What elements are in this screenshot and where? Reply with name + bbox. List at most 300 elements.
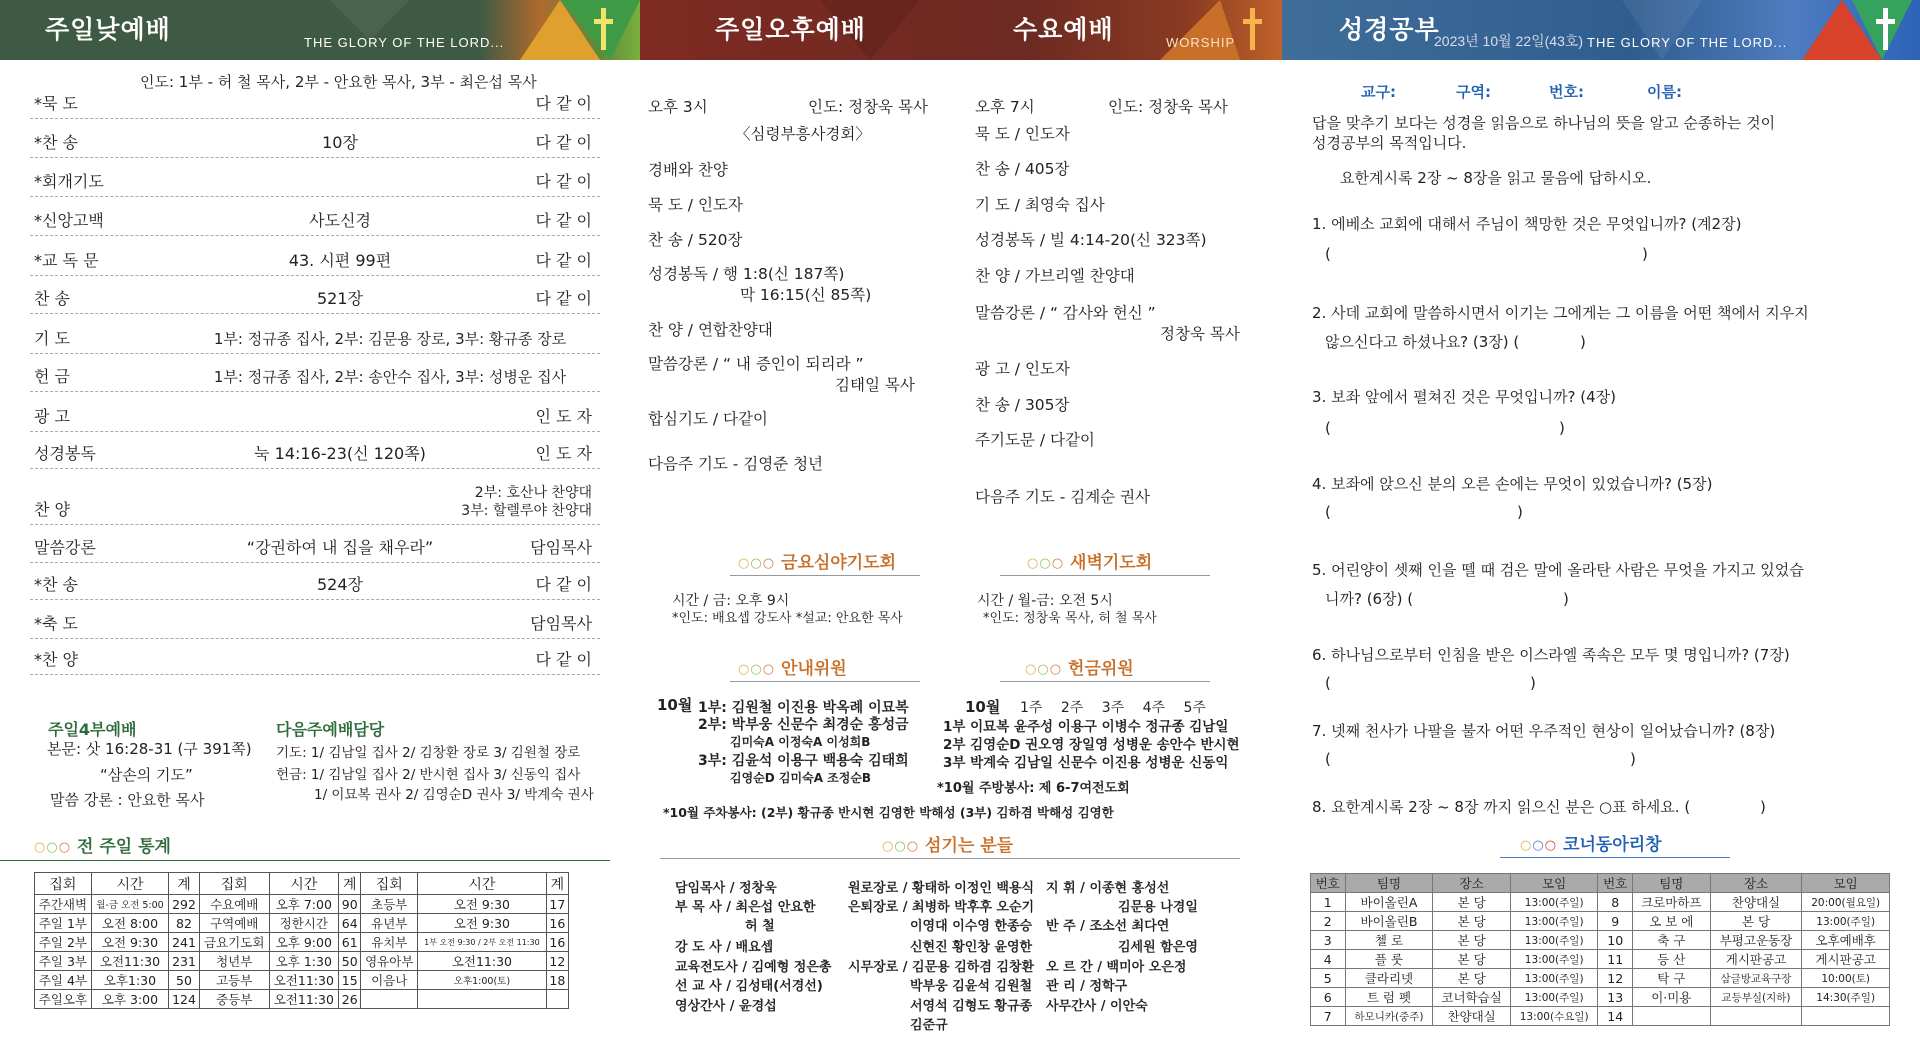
table-row (1311, 893, 1890, 912)
question-2: 2. 사데 교회에 말씀하시면서 이기는 그에게는 그 이름을 어떤 책에서 지우지 (1312, 304, 1809, 322)
order-leader: 다 같 이 (535, 251, 592, 270)
wednesday-item: 광 고 / 인도자 (975, 360, 1070, 378)
stats-cell: 이음나 (361, 971, 418, 990)
club-cell: 축 구 (1633, 931, 1711, 950)
answer-3-close[interactable]: ) (1559, 419, 1565, 437)
club-cell (1633, 1007, 1711, 1026)
club-cell: 12 (1598, 969, 1633, 988)
usher-line: 2부: 박부웅 신문수 최경순 홍성금 (698, 717, 909, 733)
stats-cell: 18 (546, 971, 568, 990)
question-8: 8. 요한계시록 2장 ~ 8장 까지 읽으신 분은 ○표 하세요. ( (1312, 798, 1691, 816)
worship-subtitle: WORSHIP (1166, 35, 1236, 50)
stats-cell: 오전11:30 (91, 952, 168, 971)
club-cell: 7 (1311, 1007, 1346, 1026)
stats-cell: 시간 (269, 873, 338, 895)
wednesday-service-title: 수요예배 (1013, 15, 1114, 44)
fourth-service-text: 본문: 삿 16:28-31 (구 391쪽) (47, 740, 252, 758)
stats-cell: 64 (339, 914, 361, 933)
club-cell: 14 (1598, 1007, 1633, 1026)
club-cell: 바이올린A (1345, 893, 1433, 912)
order-content: 524장 (317, 575, 363, 594)
afternoon-service-title: 주일오후예배 (715, 15, 866, 44)
servant-entry: 영상간사 / 윤경섭 (675, 999, 777, 1014)
wednesday-item: 묵 도 / 인도자 (975, 125, 1070, 143)
stats-table (34, 872, 569, 1009)
stats-header-row (35, 873, 569, 895)
friday-prayer-title: ○○○ 금요심야기도회 (738, 553, 896, 573)
club-cell: 팀명 (1345, 874, 1433, 893)
table-row (35, 933, 569, 952)
stats-divider (0, 860, 610, 861)
stats-cell: 집회 (361, 873, 418, 895)
club-cell: 13:00(수요일) (1510, 1007, 1598, 1026)
servants-title: ○○○ 섬기는 분들 (882, 836, 1014, 856)
bible-study-title: 성경공부 (1339, 15, 1440, 44)
club-cell: 2 (1311, 912, 1346, 931)
club-cell: 팀명 (1633, 874, 1711, 893)
stats-cell: 구역예배 (199, 914, 269, 933)
club-cell: 찬양대실 (1710, 893, 1802, 912)
club-cell: 13:00(주일) (1510, 931, 1598, 950)
order-leader: 담임목사 (530, 538, 592, 557)
club-cell: 등 산 (1633, 950, 1711, 969)
club-cell: 탁 구 (1633, 969, 1711, 988)
dots-icon: ○○○ (1025, 661, 1063, 677)
club-cell: 플 룻 (1345, 950, 1433, 969)
header-band-afternoon (640, 0, 1282, 60)
order-row (30, 159, 600, 197)
afternoon-item: 성경봉독 / 행 1:8(신 187쪽) (648, 265, 845, 283)
club-cell: 13:00(주일) (1510, 893, 1598, 912)
order-leader: 다 같 이 (535, 289, 592, 308)
order-label: *찬 송 (34, 575, 78, 594)
club-cell: 번호 (1598, 874, 1633, 893)
dawn-prayer-title: ○○○ 새벽기도회 (1027, 553, 1153, 573)
afternoon-item: 경배와 찬양 (648, 161, 728, 179)
club-cell: 삼글방교육구장 (1710, 969, 1802, 988)
servant-entry: 김세원 함은영 (1118, 940, 1198, 955)
servant-entry: 서영석 김형도 황규종 (910, 999, 1033, 1014)
question-5: 5. 어린양이 셋째 인을 뗄 때 검은 말에 올라탄 사람은 무엇을 가지고 있었습 (1312, 561, 1804, 579)
order-row (30, 637, 600, 675)
club-cell: 13:00(주일) (1510, 988, 1598, 1007)
offering-divider (1000, 681, 1210, 682)
clubs-header-row (1311, 874, 1890, 893)
study-intro-2: 성경공부의 목적입니다. (1312, 134, 1467, 152)
stats-title: ○○○ 전 주일 통계 (34, 837, 171, 857)
servant-entry: 김문용 나경일 (1118, 900, 1198, 915)
dots-icon: ○○○ (738, 661, 776, 677)
kitchen-note: *10월 주방봉사: 제 6-7여전도회 (937, 781, 1130, 796)
stats-cell: 15 (339, 971, 361, 990)
stats-cell: 오후 7:00 (269, 895, 338, 914)
order-label: *축 도 (34, 614, 78, 633)
usher-line: 3부: 김윤석 이용구 백용숙 김태희 (698, 753, 909, 769)
club-cell: 14:30(주일) (1802, 988, 1890, 1007)
club-cell (1710, 1007, 1802, 1026)
order-content: 521장 (317, 289, 363, 308)
answer-7-close[interactable]: ) (1630, 750, 1636, 768)
stats-cell: 241 (169, 933, 200, 952)
answer-4-close[interactable]: ) (1517, 503, 1523, 521)
club-cell: 장소 (1433, 874, 1511, 893)
club-cell: 11 (1598, 950, 1633, 969)
stats-cell: 주간새벽 (35, 895, 92, 914)
stats-cell (418, 990, 546, 1009)
servant-entry: 박부웅 김윤석 김원철 (910, 979, 1033, 994)
stats-cell: 16 (546, 914, 568, 933)
order-leader: 2부: 호산나 찬양대 3부: 할렐루야 찬양대 (461, 485, 592, 519)
club-cell: 장소 (1710, 874, 1802, 893)
club-cell: 번호 (1311, 874, 1346, 893)
afternoon-next-prayer: 다음주 기도 - 김영준 청년 (648, 455, 824, 473)
stats-cell: 61 (339, 933, 361, 952)
club-cell: 이·미용 (1633, 988, 1711, 1007)
answer-7-open[interactable]: ( (1325, 750, 1331, 768)
order-label: *회개기도 (34, 172, 104, 191)
wednesday-next-prayer: 다음주 기도 - 김계순 권사 (975, 488, 1151, 506)
header-band-study (1282, 0, 1920, 60)
order-label: 성경봉독 (34, 444, 96, 463)
club-cell: 교등부실(지하) (1710, 988, 1802, 1007)
dots-icon: ○○○ (1027, 555, 1065, 571)
fourth-service-title: 주일4부예배 (48, 720, 137, 739)
stats-cell: 50 (169, 971, 200, 990)
stats-cell: 124 (169, 990, 200, 1009)
club-cell: 4 (1311, 950, 1346, 969)
table-row (1311, 912, 1890, 931)
order-row (30, 238, 600, 276)
stats-cell: 계 (546, 873, 568, 895)
stats-cell: 1부 오전 9:30 / 2부 오전 11:30 (418, 933, 546, 952)
wednesday-item: 정창욱 목사 (1160, 325, 1240, 343)
afternoon-time: 오후 3시 (648, 98, 708, 116)
clubs-divider (1500, 857, 1730, 858)
stats-cell: 주일 1부 (35, 914, 92, 933)
offering-month: 10월 (965, 698, 1001, 716)
order-row (30, 394, 600, 432)
servant-entry: 부 목 사 / 최은섭 안요한 (675, 900, 816, 915)
offering-line: 1부 이묘복 윤주성 이용구 이병수 정규종 김남일 (943, 719, 1229, 735)
club-cell (1802, 1007, 1890, 1026)
afternoon-item: 김태일 목사 (835, 376, 915, 394)
servant-entry: 신현진 황인창 윤영한 (910, 940, 1033, 955)
order-leader: 인 도 자 (535, 444, 592, 463)
answer-5-close[interactable]: ) (1563, 590, 1569, 608)
order-leader: 다 같 이 (535, 133, 592, 152)
club-cell: 크로마하프 (1633, 893, 1711, 912)
question-4: 4. 보좌에 앉으신 분의 오른 손에는 무엇이 있었습니까? (5장) (1312, 475, 1713, 493)
field-name[interactable]: 이름: (1647, 83, 1682, 101)
wednesday-time: 오후 7시 (975, 98, 1035, 116)
club-cell: 게시판공고 (1710, 950, 1802, 969)
order-label: *교 독 문 (34, 251, 99, 270)
club-cell: 13 (1598, 988, 1633, 1007)
table-row (1311, 950, 1890, 969)
next-week-offering-2: 1/ 이묘복 권사 2/ 김영순D 권사 3/ 박계숙 권사 (314, 787, 594, 803)
table-row (35, 895, 569, 914)
order-row (30, 525, 600, 563)
stats-cell: 82 (169, 914, 200, 933)
club-cell: 첼 로 (1345, 931, 1433, 950)
afternoon-item: 합심기도 / 다같이 (648, 410, 768, 428)
servant-entry: 김준규 (910, 1018, 948, 1033)
table-row (35, 952, 569, 971)
stats-cell: 주일 4부 (35, 971, 92, 990)
offering-weeks: 1주 2주 3주 4주 5주 (1020, 700, 1206, 716)
table-row (35, 971, 569, 990)
order-row (30, 316, 600, 354)
club-cell: 오후예배후 (1802, 931, 1890, 950)
usher-line: 김영순D 김미숙A 조정순B (730, 771, 872, 785)
club-cell: 트 럼 펫 (1345, 988, 1433, 1007)
club-cell: 게시판공고 (1802, 950, 1890, 969)
order-row (30, 354, 600, 392)
afternoon-subtitle: 〈심령부흥사경회〉 (735, 125, 871, 143)
afternoon-item: 찬 양 / 연합찬양대 (648, 321, 773, 339)
order-leader: 다 같 이 (535, 650, 592, 669)
stats-cell: 오전 8:00 (91, 914, 168, 933)
order-leader: 인 도 자 (535, 407, 592, 426)
stats-cell: 오전 9:30 (418, 914, 546, 933)
club-cell: 본 당 (1433, 950, 1511, 969)
stats-cell: 정한시간 (269, 914, 338, 933)
dawn-leader: *인도: 정창욱 목사, 허 철 목사 (983, 611, 1157, 626)
servant-entry: 시무장로 / 김문용 김하겸 김창환 (848, 960, 1035, 975)
order-row (30, 562, 600, 600)
dots-icon: ○○○ (882, 838, 920, 854)
answer-6-close[interactable]: ) (1530, 674, 1536, 692)
order-leader: 다 같 이 (535, 94, 592, 113)
stats-cell: 오전11:30 (269, 990, 338, 1009)
servant-entry: 지 휘 / 이종현 홍성선 (1046, 881, 1170, 896)
wednesday-item: 말씀강론 / “ 감사와 헌신 ” (975, 304, 1156, 322)
stats-cell: 오후 9:00 (269, 933, 338, 952)
dawn-divider (1000, 575, 1210, 576)
stats-cell: 금요기도회 (199, 933, 269, 952)
stats-cell: 12 (546, 952, 568, 971)
stats-cell: 오후 1:30 (269, 952, 338, 971)
field-district[interactable]: 교구: (1361, 83, 1396, 101)
stats-cell: 231 (169, 952, 200, 971)
study-instruction: 요한계시록 2장 ~ 8장을 읽고 물음에 답하시오. (1340, 169, 1652, 187)
servant-entry: 선 교 사 / 김성태(서경선) (675, 979, 823, 994)
order-label: *묵 도 (34, 94, 78, 113)
stats-cell: 중등부 (199, 990, 269, 1009)
stats-cell: 수요예배 (199, 895, 269, 914)
servant-entry: 관 리 / 정학구 (1046, 979, 1128, 994)
club-cell: 찬양대실 (1433, 1007, 1511, 1026)
club-cell: 바이올린B (1345, 912, 1433, 931)
afternoon-item: 찬 송 / 520장 (648, 231, 743, 249)
order-content: 1부: 정규종 집사, 2부: 김문용 장로, 3부: 황규종 장로 (213, 330, 567, 348)
stats-cell: 계 (169, 873, 200, 895)
study-intro: 답을 맞추기 보다는 성경을 읽음으로 하나님의 뜻을 알고 순종하는 것이 (1312, 114, 1776, 132)
stats-cell: 오후1:00(토) (418, 971, 546, 990)
stats-cell: 영유아부 (361, 952, 418, 971)
club-cell: 본 당 (1433, 893, 1511, 912)
wednesday-item: 찬 송 / 405장 (975, 160, 1070, 178)
stats-cell: 초등부 (361, 895, 418, 914)
club-cell: 13:00(주일) (1510, 969, 1598, 988)
parking-note: *10월 주차봉사: (2부) 황규종 반시현 김영한 박해성 (3부) 김하겸 박해성 김영한 (663, 805, 1114, 820)
answer-1-close[interactable]: ) (1642, 245, 1648, 263)
club-cell: 부평고운동장 (1710, 931, 1802, 950)
dots-icon: ○○○ (738, 555, 776, 571)
friday-divider (730, 575, 920, 576)
question-5-cont: 니까? (6장) ( (1325, 590, 1414, 608)
answer-3-open[interactable]: ( (1325, 419, 1331, 437)
stats-cell (361, 990, 418, 1009)
order-row (30, 81, 600, 119)
stats-cell: 청년부 (199, 952, 269, 971)
table-row (1311, 1007, 1890, 1026)
stats-cell: 주일오후 (35, 990, 92, 1009)
stats-cell: 오전11:30 (418, 952, 546, 971)
order-row (30, 601, 600, 639)
next-week-title: 다음주예배담당 (276, 720, 385, 739)
fourth-service-sermon: 말씀 강론 : 안요한 목사 (50, 791, 205, 809)
club-cell: 8 (1598, 893, 1633, 912)
order-content: 10장 (322, 133, 358, 152)
club-cell: 코너학습실 (1433, 988, 1511, 1007)
answer-6-open[interactable]: ( (1325, 674, 1331, 692)
club-cell: 본 당 (1433, 931, 1511, 950)
sunday-subtitle: THE GLORY OF THE LORD... (304, 35, 505, 50)
club-cell: 본 당 (1710, 912, 1802, 931)
stats-cell: 26 (339, 990, 361, 1009)
dots-icon: ○○○ (34, 839, 72, 855)
servant-entry: 담임목사 / 정창욱 (675, 881, 777, 896)
servant-entry: 오 르 간 / 백미아 오은정 (1046, 960, 1187, 975)
order-label: *찬 양 (34, 650, 78, 669)
afternoon-leader: 인도: 정창욱 목사 (808, 98, 928, 116)
club-cell: 20:00(월요일) (1802, 893, 1890, 912)
offering-line: 2부 김영순D 권오영 장일영 성병운 송안수 반시현 (943, 737, 1240, 753)
servant-entry: 은퇴장로 / 최병하 박후후 오순기 (848, 900, 1035, 915)
order-leader: 다 같 이 (535, 575, 592, 594)
stats-cell: 주일 2부 (35, 933, 92, 952)
order-row (30, 276, 600, 314)
answer-2-close[interactable]: ) (1580, 333, 1586, 351)
next-week-offering: 헌금: 1/ 김남일 집사 2/ 반시현 집사 3/ 신동익 집사 (276, 767, 581, 783)
fourth-service-theme: “삼손의 기도” (100, 766, 193, 784)
wednesday-item: 성경봉독 / 빌 4:14-20(신 323쪽) (975, 231, 1207, 249)
issue-date: 2023년 10월 22일(43호) (1434, 33, 1584, 49)
question-6: 6. 하나님으로부터 인침을 받은 이스라엘 족속은 모두 몇 명입니까? (7장) (1312, 646, 1790, 664)
wednesday-item: 찬 송 / 305장 (975, 396, 1070, 414)
servant-entry: 강 도 사 / 배요셉 (675, 940, 774, 955)
stats-cell (546, 990, 568, 1009)
header-band-sunday (0, 0, 640, 60)
question-7: 7. 넷째 천사가 나팔을 불자 어떤 우주적인 현상이 일어났습니까? (8장) (1312, 722, 1776, 740)
order-leader: 담임목사 (530, 614, 592, 633)
stats-cell: 집회 (199, 873, 269, 895)
friday-leader: *인도: 배요셉 강도사 *설교: 안요한 목사 (672, 611, 903, 626)
next-week-prayer: 기도: 1/ 김남일 집사 2/ 김창환 장로 3/ 김원철 장로 (276, 745, 581, 761)
usher-line: 김미숙A 이정숙A 이성희B (730, 735, 871, 749)
friday-time: 시간 / 금: 오후 9시 (672, 593, 790, 609)
question-2-cont: 않으신다고 하셨나요? (3장) ( (1325, 333, 1520, 351)
servant-entry: 반 주 / 조소선 최다연 (1046, 919, 1170, 934)
order-label: *신앙고백 (34, 211, 104, 230)
clubs-title: ○○○ 코너동아리창 (1520, 835, 1662, 855)
table-row (1311, 969, 1890, 988)
field-group[interactable]: 구역: (1456, 83, 1491, 101)
order-row (30, 120, 600, 158)
order-content: 43. 시편 99편 (288, 251, 392, 270)
answer-8-close[interactable]: ) (1760, 798, 1766, 816)
stats-cell: 16 (546, 933, 568, 952)
table-row (35, 990, 569, 1009)
club-cell: 10:00(토) (1802, 969, 1890, 988)
order-leader: 다 같 이 (535, 172, 592, 191)
club-cell: 13:00(주일) (1510, 950, 1598, 969)
table-row (1311, 988, 1890, 1007)
stats-cell: 유치부 (361, 933, 418, 952)
wednesday-item: 주기도문 / 다같이 (975, 431, 1095, 449)
order-row (30, 431, 600, 469)
stats-cell: 고등부 (199, 971, 269, 990)
club-cell: 9 (1598, 912, 1633, 931)
club-cell: 오 보 에 (1633, 912, 1711, 931)
stats-cell: 시간 (418, 873, 546, 895)
clubs-table (1310, 873, 1890, 1026)
answer-1-open[interactable]: ( (1325, 245, 1331, 263)
stats-cell: 시간 (91, 873, 168, 895)
offering-line: 3부 박계숙 김남일 신문수 이진용 성병운 신동익 (943, 755, 1229, 771)
table-row (35, 914, 569, 933)
club-cell: 13:00(주일) (1510, 912, 1598, 931)
club-cell: 1 (1311, 893, 1346, 912)
club-cell: 13:00(주일) (1802, 912, 1890, 931)
order-label: 헌 금 (34, 367, 70, 386)
wednesday-item: 찬 양 / 가브리엘 찬양대 (975, 267, 1135, 285)
club-cell: 본 당 (1433, 912, 1511, 931)
stats-cell: 계 (339, 873, 361, 895)
club-cell: 하모니카(중주) (1345, 1007, 1433, 1026)
club-cell: 10 (1598, 931, 1633, 950)
servant-entry: 이영대 이수영 한종승 (910, 919, 1033, 934)
ushers-title: ○○○ 안내위원 (738, 659, 847, 679)
order-label: 찬 송 (34, 289, 70, 308)
wednesday-item: 기 도 / 최영숙 집사 (975, 196, 1105, 214)
servant-entry: 사무간사 / 이안숙 (1046, 999, 1148, 1014)
field-number[interactable]: 번호: (1549, 83, 1584, 101)
club-cell: 3 (1311, 931, 1346, 950)
servant-entry: 원로장로 / 황태하 이정인 백용식 (848, 881, 1035, 896)
question-3: 3. 보좌 앞에서 펼쳐진 것은 무엇입니까? (4장) (1312, 388, 1616, 406)
order-label: 기 도 (34, 329, 70, 348)
order-content: 사도신경 (309, 211, 371, 230)
club-cell: 클라리넷 (1345, 969, 1433, 988)
order-content: 1부: 정규종 집사, 2부: 송안수 집사, 3부: 성병운 집사 (213, 368, 567, 386)
stats-cell: 오후 3:00 (91, 990, 168, 1009)
stats-cell: 유년부 (361, 914, 418, 933)
offering-committee-title: ○○○ 헌금위원 (1025, 659, 1134, 679)
stats-cell: 90 (339, 895, 361, 914)
stats-cell: 집회 (35, 873, 92, 895)
order-content: “강권하여 내 집을 채우라” (246, 538, 434, 557)
stats-cell: 월-금 오전 5:00 (91, 895, 168, 914)
answer-4-open[interactable]: ( (1325, 503, 1331, 521)
club-cell: 모임 (1510, 874, 1598, 893)
dots-icon: ○○○ (1520, 837, 1558, 853)
stats-cell: 오전11:30 (269, 971, 338, 990)
club-cell: 모임 (1802, 874, 1890, 893)
order-label: 광 고 (34, 407, 70, 426)
study-subtitle: THE GLORY OF THE LORD... (1587, 35, 1788, 50)
